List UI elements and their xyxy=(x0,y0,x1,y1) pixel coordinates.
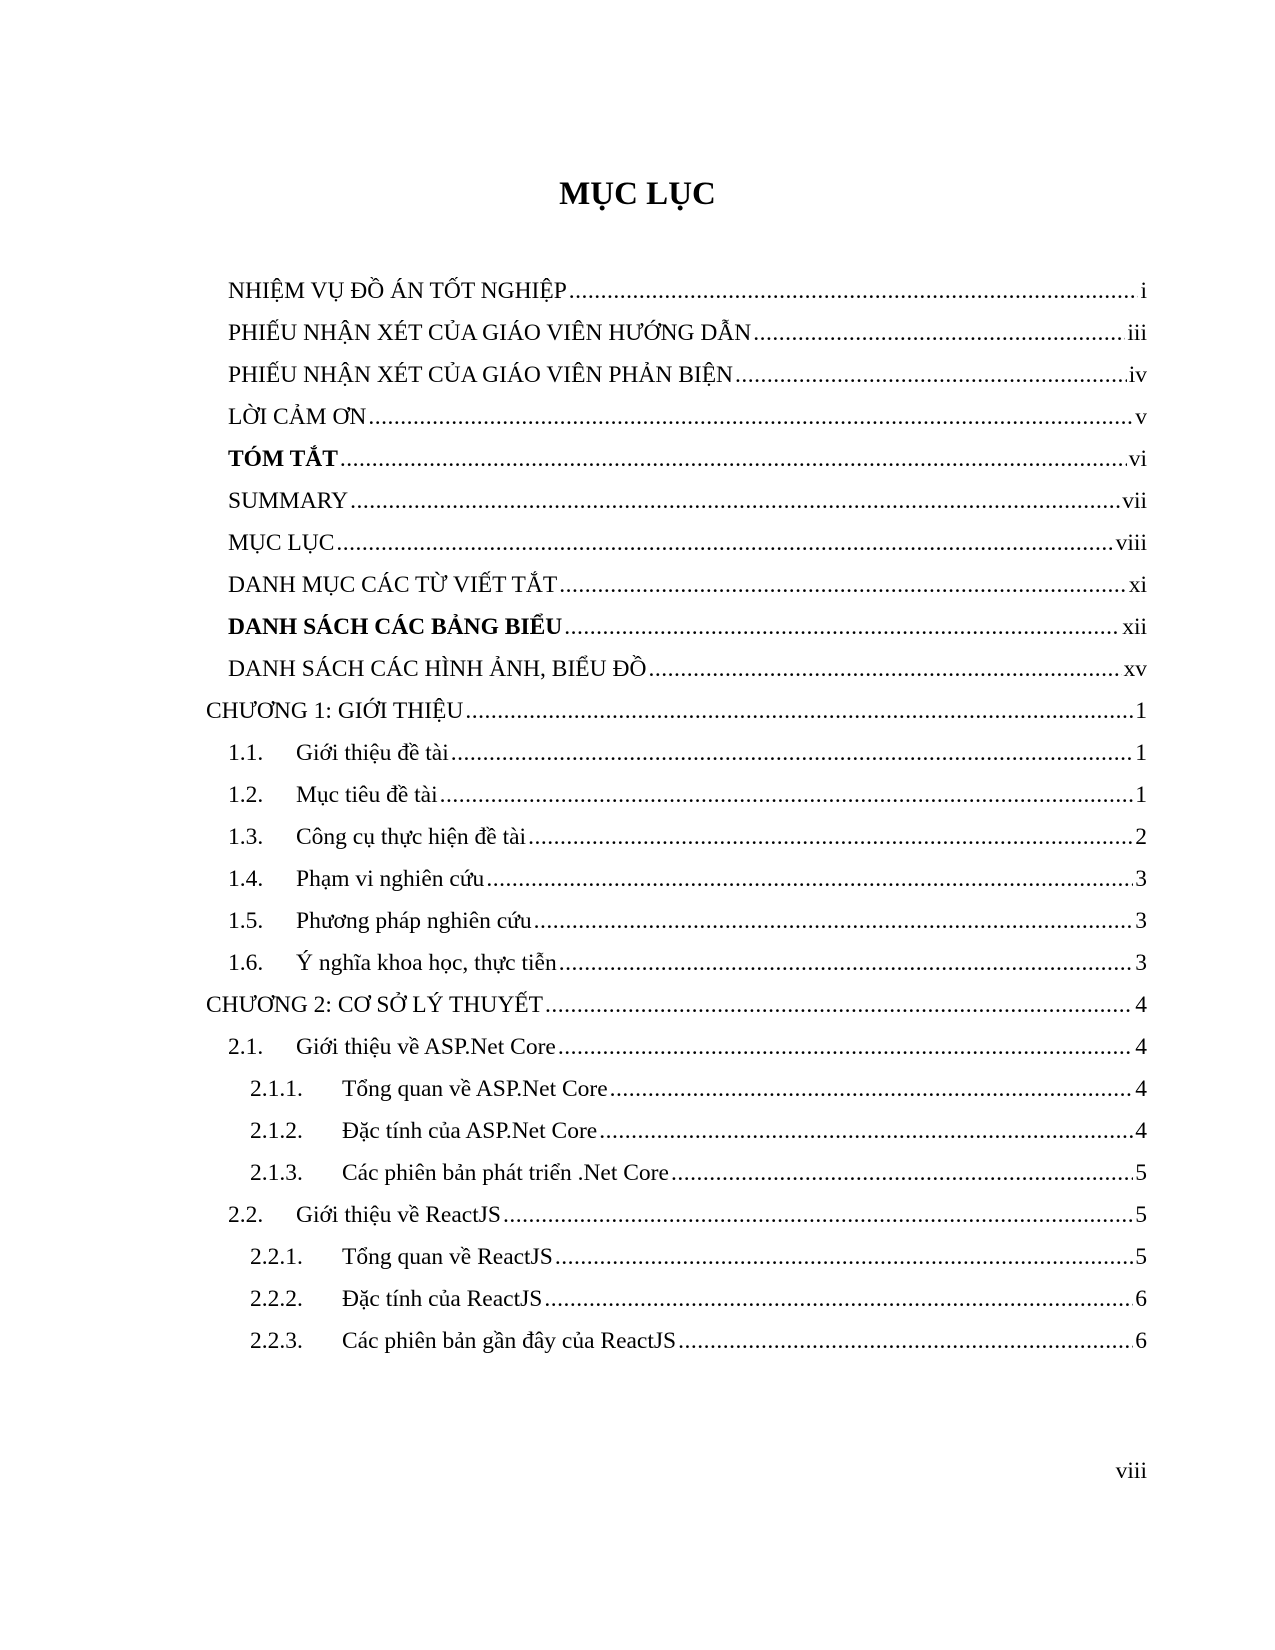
toc-entry-page: 4 xyxy=(1135,1034,1147,1060)
toc-entry-page: 4 xyxy=(1135,1118,1147,1144)
toc-entry-loi-cam-on[interactable] xyxy=(228,402,1147,432)
toc-entry-title: CHƯƠNG 1: GIỚI THIỆU xyxy=(206,698,464,724)
dot-leader xyxy=(350,486,1120,516)
toc-entry-page: vii xyxy=(1122,488,1147,514)
toc-entry-title: PHIẾU NHẬN XÉT CỦA GIÁO VIÊN PHẢN BIỆN xyxy=(228,362,734,388)
dot-leader xyxy=(610,1074,1134,1104)
page-title: MỤC LỤC xyxy=(559,176,716,212)
toc-entry-title: Tổng quan về ASP.Net Core xyxy=(342,1076,608,1102)
toc-entry-chuong-1[interactable] xyxy=(206,696,1147,726)
toc-entry-chuong-2[interactable] xyxy=(206,990,1147,1020)
toc-entry-title: CHƯƠNG 2: CƠ SỞ LÝ THUYẾT xyxy=(206,992,544,1018)
toc-entry-summary[interactable] xyxy=(228,486,1147,516)
dot-leader xyxy=(678,1326,1133,1356)
toc-entry-page: 1 xyxy=(1135,698,1147,724)
toc-entry-1-6[interactable] xyxy=(228,948,1147,978)
toc-entry-2-1[interactable] xyxy=(228,1032,1147,1062)
toc-entry-page: 6 xyxy=(1135,1286,1147,1312)
toc-entry-page: xii xyxy=(1122,614,1147,640)
toc-entry-number: 2.2. xyxy=(228,1202,264,1228)
toc-entry-title: DANH SÁCH CÁC BẢNG BIỂU xyxy=(228,614,563,640)
toc-entry-1-5[interactable] xyxy=(228,906,1147,936)
dot-leader xyxy=(558,1032,1133,1062)
dot-leader xyxy=(340,444,1127,474)
page-number: viii xyxy=(1115,1458,1147,1484)
toc-entry-phieu-huong-dan[interactable] xyxy=(228,318,1147,348)
toc-entry-tom-tat[interactable] xyxy=(228,444,1147,474)
toc-entry-page: 3 xyxy=(1135,950,1147,976)
toc-entry-title: Tổng quan về ReactJS xyxy=(342,1244,553,1270)
toc-entry-page: 2 xyxy=(1135,824,1147,850)
toc-entry-title: NHIỆM VỤ ĐỒ ÁN TỐT NGHIỆP xyxy=(228,278,567,304)
toc-entry-title: PHIẾU NHẬN XÉT CỦA GIÁO VIÊN HƯỚNG DẪN xyxy=(228,320,752,346)
dot-leader xyxy=(648,654,1121,684)
toc-entry-title: Đặc tính của ReactJS xyxy=(342,1286,543,1312)
toc-entry-danh-sach-hinh-anh[interactable] xyxy=(228,654,1147,684)
dot-leader xyxy=(486,864,1133,894)
toc-entry-page: 3 xyxy=(1135,908,1147,934)
toc-entry-number: 2.1. xyxy=(228,1034,264,1060)
toc-entry-page: vi xyxy=(1128,446,1147,472)
toc-entry-number: 1.1. xyxy=(228,740,264,766)
toc-entry-2-2-1[interactable] xyxy=(250,1242,1147,1272)
toc-entry-2-2-2[interactable] xyxy=(250,1284,1147,1314)
dot-leader xyxy=(336,528,1113,558)
toc-entry-number: 2.2.2. xyxy=(250,1286,303,1312)
toc-entry-2-1-3[interactable] xyxy=(250,1158,1147,1188)
toc-entry-title: Phương pháp nghiên cứu xyxy=(296,908,532,934)
dot-leader xyxy=(544,1284,1133,1314)
toc-entry-number: 1.4. xyxy=(228,866,264,892)
toc-entry-title: Đặc tính của ASP.Net Core xyxy=(342,1118,598,1144)
toc-entry-phieu-phan-bien[interactable] xyxy=(228,360,1147,390)
dot-leader xyxy=(559,570,1127,600)
toc-entry-page: 1 xyxy=(1135,740,1147,766)
toc-entry-number: 1.3. xyxy=(228,824,264,850)
dot-leader xyxy=(671,1158,1133,1188)
toc-entry-muc-luc[interactable] xyxy=(228,528,1147,558)
toc-entry-2-2[interactable] xyxy=(228,1200,1147,1230)
toc-entry-2-1-1[interactable] xyxy=(250,1074,1147,1104)
toc-entry-danh-sach-bang-bieu[interactable] xyxy=(228,612,1147,642)
toc-entry-title: TÓM TẮT xyxy=(228,446,338,472)
toc-entry-title: Giới thiệu về ReactJS xyxy=(296,1202,501,1228)
toc-entry-page: 4 xyxy=(1135,992,1147,1018)
toc-entry-page: xv xyxy=(1123,656,1147,682)
dot-leader xyxy=(465,696,1133,726)
toc-entry-page: xi xyxy=(1128,572,1147,598)
toc-entry-title: Phạm vi nghiên cứu xyxy=(296,866,485,892)
toc-entry-title: Các phiên bản phát triển .Net Core xyxy=(342,1160,669,1186)
toc-entry-page: 1 xyxy=(1135,782,1147,808)
dot-leader xyxy=(564,612,1120,642)
toc-entry-number: 2.1.3. xyxy=(250,1160,303,1186)
toc-entry-title: MỤC LỤC xyxy=(228,530,335,556)
toc-entry-nhiem-vu[interactable] xyxy=(228,276,1147,306)
toc-entry-1-1[interactable] xyxy=(228,738,1147,768)
dot-leader xyxy=(753,318,1125,348)
dot-leader xyxy=(534,906,1134,936)
toc-entry-number: 2.1.2. xyxy=(250,1118,303,1144)
toc-entry-2-2-3[interactable] xyxy=(250,1326,1147,1356)
toc-entry-page: iii xyxy=(1127,320,1147,346)
toc-entry-number: 1.6. xyxy=(228,950,264,976)
dot-leader xyxy=(599,1116,1133,1146)
toc-entry-number: 1.2. xyxy=(228,782,264,808)
toc-entry-page: i xyxy=(1140,278,1147,304)
dot-leader xyxy=(528,822,1133,852)
toc-entry-page: 5 xyxy=(1135,1202,1147,1228)
dot-leader xyxy=(555,1242,1133,1272)
toc-entry-page: viii xyxy=(1115,530,1147,556)
toc-entry-danh-muc-tu-viet-tat[interactable] xyxy=(228,570,1147,600)
toc-entry-title: Công cụ thực hiện đề tài xyxy=(296,824,527,850)
toc-entry-page: 6 xyxy=(1135,1328,1147,1354)
toc-entry-2-1-2[interactable] xyxy=(250,1116,1147,1146)
toc-entry-title: SUMMARY xyxy=(228,488,349,514)
toc-entry-1-2[interactable] xyxy=(228,780,1147,810)
toc-entry-page: iv xyxy=(1128,362,1147,388)
dot-leader xyxy=(735,360,1127,390)
toc-entry-page: 5 xyxy=(1135,1160,1147,1186)
toc-entry-title: DANH SÁCH CÁC HÌNH ẢNH, BIỂU ĐỒ xyxy=(228,656,647,682)
toc-entry-title: Các phiên bản gần đây của ReactJS xyxy=(342,1328,677,1354)
toc-entry-1-3[interactable] xyxy=(228,822,1147,852)
dot-leader xyxy=(545,990,1133,1020)
toc-entry-title: Giới thiệu về ASP.Net Core xyxy=(296,1034,556,1060)
toc-entry-page: 5 xyxy=(1135,1244,1147,1270)
dot-leader xyxy=(569,276,1139,306)
toc-entry-number: 2.2.1. xyxy=(250,1244,303,1270)
toc-entry-title: LỜI CẢM ƠN xyxy=(228,404,367,430)
toc-entry-title: Ý nghĩa khoa học, thực tiễn xyxy=(296,950,557,976)
toc-entry-number: 2.1.1. xyxy=(250,1076,303,1102)
toc-entry-title: Giới thiệu đề tài xyxy=(296,740,449,766)
dot-leader xyxy=(559,948,1134,978)
toc-entry-page: v xyxy=(1135,404,1147,430)
toc-entry-title: Mục tiêu đề tài xyxy=(296,782,438,808)
toc-entry-number: 2.2.3. xyxy=(250,1328,303,1354)
dot-leader xyxy=(503,1200,1133,1230)
toc-entry-1-4[interactable] xyxy=(228,864,1147,894)
toc-entry-number: 1.5. xyxy=(228,908,264,934)
toc-entry-page: 4 xyxy=(1135,1076,1147,1102)
dot-leader xyxy=(368,402,1133,432)
toc-entry-page: 3 xyxy=(1135,866,1147,892)
dot-leader xyxy=(440,780,1134,810)
toc-entry-title: DANH MỤC CÁC TỪ VIẾT TẮT xyxy=(228,572,558,598)
dot-leader xyxy=(451,738,1134,768)
